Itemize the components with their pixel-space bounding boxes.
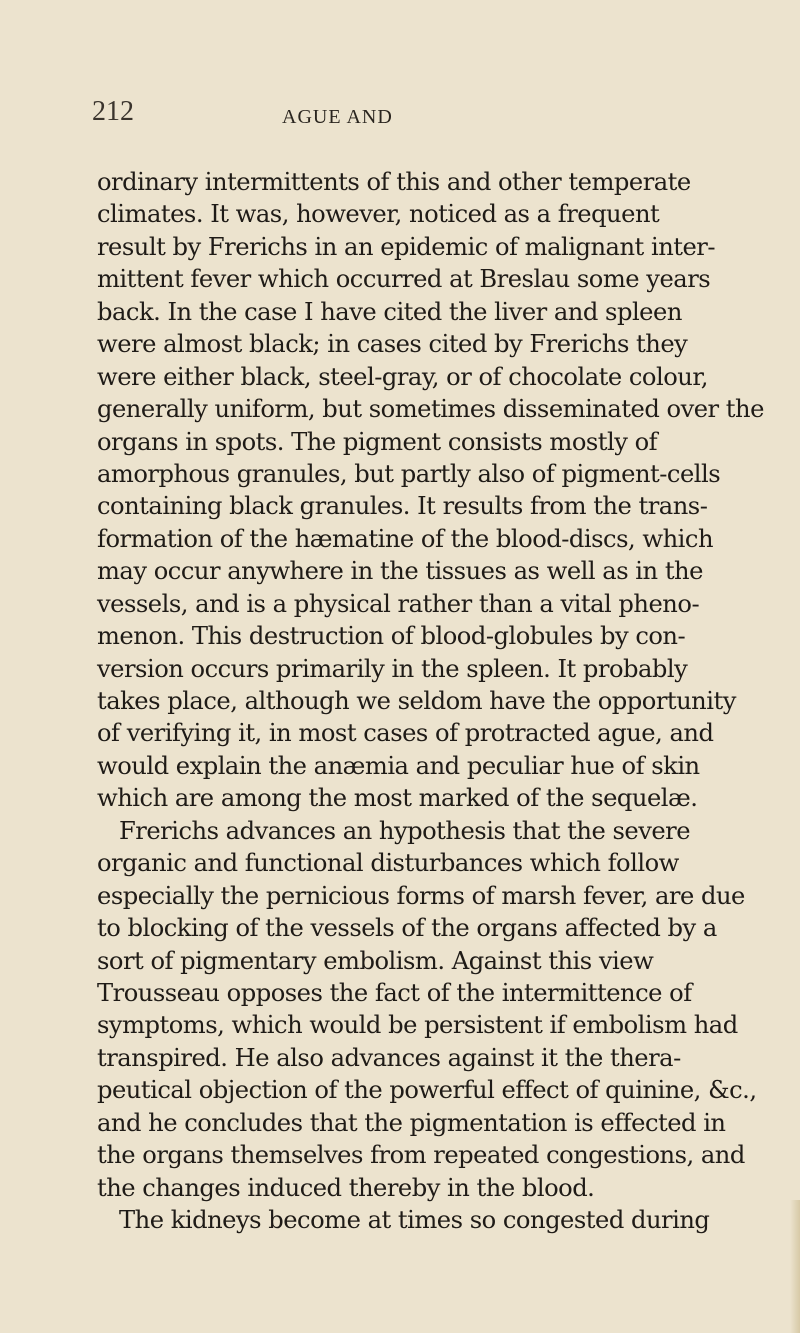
paragraph-start-line: Frerichs advances an hypothesis that the severe (119, 816, 691, 845)
text-line: may occur anywhere in the tissues as well as in the (97, 557, 703, 586)
text-line: vessels, and is a physical rather than a vital pheno- (97, 589, 700, 618)
text-line: generally uniform, but sometimes disseminated over the (97, 395, 764, 424)
text-line: Trousseau opposes the fact of the intermittence of (97, 978, 692, 1007)
body-text (97, 166, 792, 1236)
text-line: transpired. He also advances against it the thera- (97, 1043, 681, 1072)
text-line: organs in spots. The pigment consists mostly of (97, 427, 658, 456)
text-line: would explain the anæmia and peculiar hue of skin (97, 751, 700, 780)
text-line: peutical objection of the powerful effect of quinine, &c., (97, 1076, 757, 1105)
text-line: version occurs primarily in the spleen. It probably (97, 654, 688, 683)
text-line: formation of the hæmatine of the blood-discs, which (97, 524, 714, 553)
text-line: containing black granules. It results from the trans- (97, 492, 708, 521)
text-line: of verifying it, in most cases of protracted ague, and (97, 719, 714, 748)
text-line: climates. It was, however, noticed as a frequent (97, 200, 660, 229)
page-number: 212 (92, 96, 134, 127)
text-line: symptoms, which would be persistent if embolism had (97, 1011, 738, 1040)
running-head: AGUE AND (282, 106, 393, 128)
text-line: sort of pigmentary embolism. Against this view (97, 946, 654, 975)
text-line: amorphous granules, but partly also of pigment-cells (97, 459, 721, 488)
text-line: menon. This destruction of blood-globules by con- (97, 622, 686, 651)
text-line: the organs themselves from repeated congestions, and (97, 1141, 745, 1170)
text-line: especially the pernicious forms of marsh fever, are due (97, 881, 745, 910)
text-line: takes place, although we seldom have the opportunity (97, 687, 736, 715)
page-edge-shadow (790, 1200, 800, 1333)
text-line: result by Frerichs in an epidemic of malignant inter- (97, 232, 716, 261)
text-line: mittent fever which occurred at Breslau some years (97, 265, 711, 294)
text-line: to blocking of the vessels of the organs affected by a (97, 914, 717, 943)
text-line: ordinary intermittents of this and other temperate (97, 168, 691, 196)
text-line: the changes induced thereby in the blood. (97, 1173, 595, 1202)
text-line: organic and functional disturbances which follow (97, 849, 679, 878)
text-line: were either black, steel-gray, or of chocolate colour, (97, 362, 708, 391)
text-line: and he concludes that the pigmentation is effected in (97, 1108, 726, 1137)
text-line: were almost black; in cases cited by Frerichs they (97, 330, 688, 359)
text-line: which are among the most marked of the sequelæ. (97, 784, 698, 813)
paragraph-start-line: The kidneys become at times so congested during (119, 1206, 710, 1234)
text-line: back. In the case I have cited the liver and spleen (97, 297, 682, 326)
